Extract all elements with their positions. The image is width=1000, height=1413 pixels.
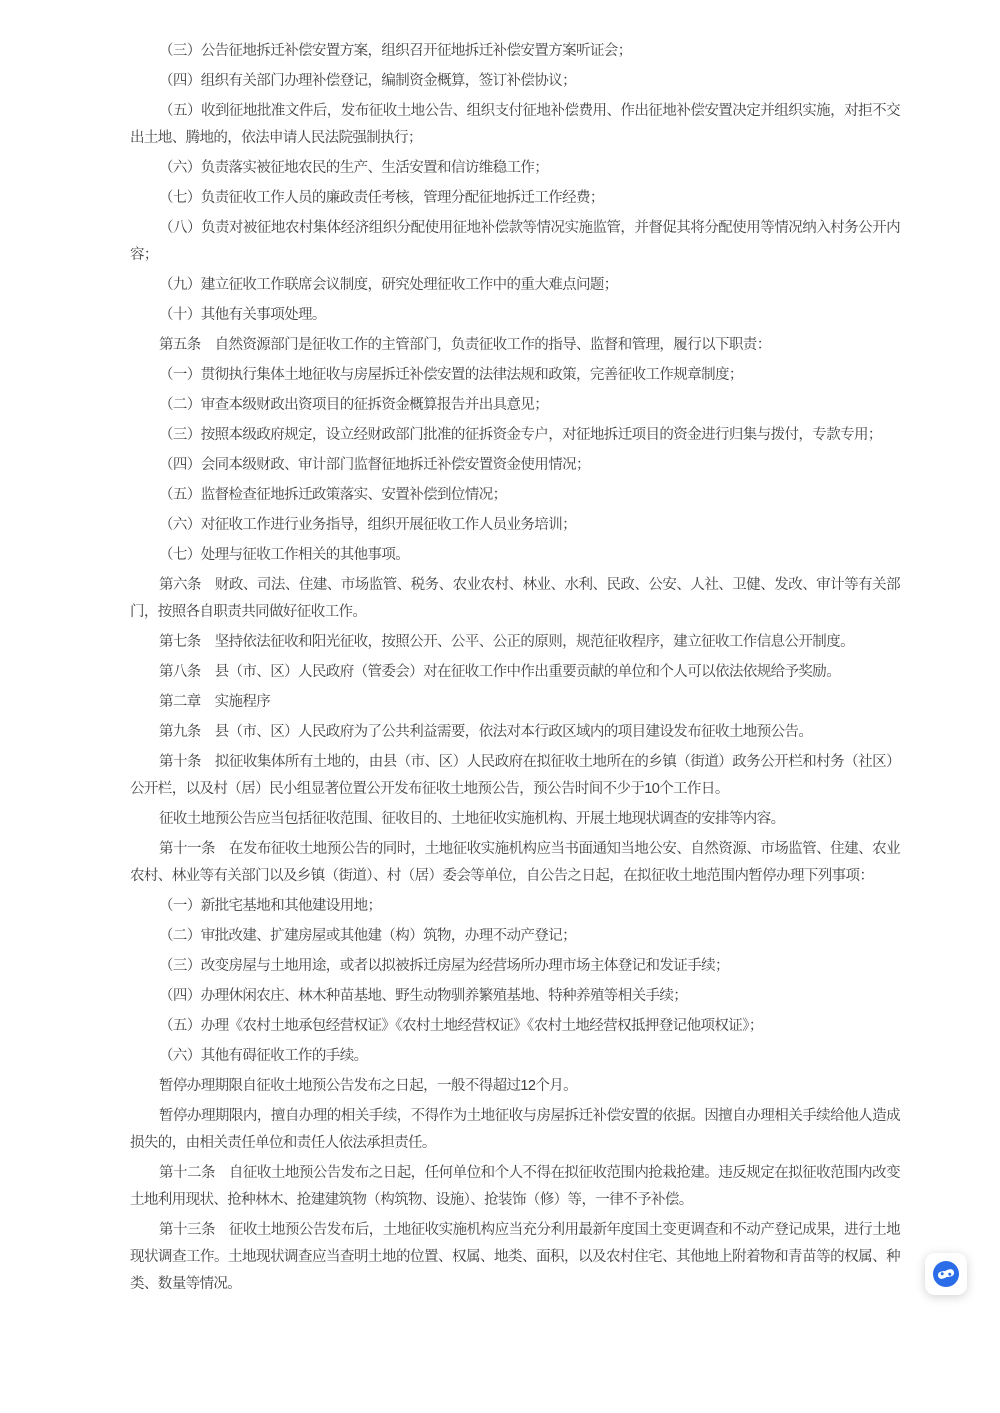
paragraph: （五）收到征地批准文件后，发布征收土地公告、组织支付征地补偿费用、作出征地补偿安置决定并组织实施，对拒不交出土地、腾地的，依法申请人民法院强制执行； [130, 103, 900, 146]
article-paragraph: 第十一条 在发布征收土地预公告的同时，土地征收实施机构应当书面通知当地公安、自然资源、市场监管、住建、农业农村、林业等有关部门以及乡镇（街道）、村（居）委会等单位，自公告之日起，在拟征收土地范围内暂停办理下列事项： [130, 841, 900, 884]
paragraph: （四）组织有关部门办理补偿登记，编制资金概算，签订补偿协议； [159, 73, 576, 89]
article-paragraph: 第十三条 征收土地预公告发布后，土地征收实施机构应当充分利用最新年度国土变更调查和不动产登记成果，进行土地现状调查工作。土地现状调查应当查明土地的位置、权属、地类、面积，以及农村住宅、其他地上附着物和青苗等的权属、种类、数量等情况。 [130, 1222, 900, 1292]
paragraph: （六）对征收工作进行业务指导，组织开展征收工作人员业务培训； [159, 517, 576, 533]
paragraph: （七）处理与征收工作相关的其他事项。 [159, 547, 410, 563]
article-paragraph: 第八条 县（市、区）人民政府（管委会）对在征收工作中作出重要贡献的单位和个人可以依法依规给予奖励。 [159, 664, 841, 680]
paragraph: （十）其他有关事项处理。 [159, 307, 326, 323]
paragraph: （七）负责征收工作人员的廉政责任考核，管理分配征地拆迁工作经费； [159, 190, 604, 206]
assistant-widget-button[interactable] [925, 1253, 967, 1295]
article-paragraph: 第十条 拟征收集体所有土地的，由县（市、区）人民政府在拟征收土地所在的乡镇（街道）政务公开栏和村务（社区）公开栏，以及村（居）民小组显著位置公开发布征收土地预公告，预公告时间不少于10个工作日。 [130, 754, 900, 797]
paragraph: （三）改变房屋与土地用途，或者以拟被拆迁房屋为经营场所办理市场主体登记和发证手续； [159, 958, 729, 974]
paragraph: （四）会同本级财政、审计部门监督征地拆迁补偿安置资金使用情况； [159, 457, 590, 473]
article-paragraph: 第九条 县（市、区）人民政府为了公共利益需要，依法对本行政区域内的项目建设发布征收土地预公告。 [159, 724, 813, 740]
chapter-heading: 第二章 实施程序 [159, 694, 271, 710]
paragraph: （五）监督检查征地拆迁政策落实、安置补偿到位情况； [159, 487, 507, 503]
paragraph: （五）办理《农村土地承包经营权证》《农村土地经营权证》《农村土地经营权抵押登记他项权证》； [159, 1018, 763, 1034]
paragraph: 暂停办理期限自征收土地预公告发布之日起，一般不得超过12个月。 [159, 1078, 578, 1094]
paragraph: （一）新批宅基地和其他建设用地； [159, 898, 382, 914]
article-paragraph: 第六条 财政、司法、住建、市场监管、税务、农业农村、林业、水利、民政、公安、人社、卫健、发改、审计等有关部门，按照各自职责共同做好征收工作。 [130, 577, 900, 620]
paragraph: （二）审查本级财政出资项目的征拆资金概算报告并出具意见； [159, 397, 549, 413]
paragraph: （四）办理休闲农庄、林木种苗基地、野生动物驯养繁殖基地、特种养殖等相关手续； [159, 988, 688, 1004]
paragraph: （六）负责落实被征地农民的生产、生活安置和信访维稳工作； [159, 160, 549, 176]
paragraph: （二）审批改建、扩建房屋或其他建（构）筑物，办理不动产登记； [159, 928, 576, 944]
paragraph: （九）建立征收工作联席会议制度，研究处理征收工作中的重大难点问题； [159, 277, 618, 293]
paragraph: （三）公告征地拆迁补偿安置方案，组织召开征地拆迁补偿安置方案听证会； [159, 43, 632, 59]
paragraph: （三）按照本级政府规定，设立经财政部门批准的征拆资金专户，对征地拆迁项目的资金进行归集与拨付，专款专用； [159, 427, 882, 443]
paragraph: （八）负责对被征地农村集体经济组织分配使用征地补偿款等情况实施监管，并督促其将分配使用等情况纳入村务公开内容； [130, 220, 900, 263]
article-paragraph: 第十二条 自征收土地预公告发布之日起，任何单位和个人不得在拟征收范围内抢栽抢建。违反规定在拟征收范围内改变土地利用现状、抢种林木、抢建建筑物（构筑物、设施）、抢装饰（修）等，一律不予补偿。 [130, 1165, 900, 1208]
handshake-icon [932, 1260, 960, 1288]
article-paragraph: 第五条 自然资源部门是征收工作的主管部门，负责征收工作的指导、监督和管理，履行以下职责： [159, 337, 771, 353]
regulation-document-body [130, 35, 900, 1301]
paragraph: （一）贯彻执行集体土地征收与房屋拆迁补偿安置的法律法规和政策，完善征收工作规章制度； [159, 367, 743, 383]
paragraph: 征收土地预公告应当包括征收范围、征收目的、土地征收实施机构、开展土地现状调查的安排等内容。 [159, 811, 785, 827]
paragraph: （六）其他有碍征收工作的手续。 [159, 1048, 368, 1064]
paragraph: 暂停办理期限内，擅自办理的相关手续，不得作为土地征收与房屋拆迁补偿安置的依据。因擅自办理相关手续给他人造成损失的，由相关责任单位和责任人依法承担责任。 [130, 1108, 900, 1151]
article-paragraph: 第七条 坚持依法征收和阳光征收，按照公开、公平、公正的原则，规范征收程序，建立征收工作信息公开制度。 [159, 634, 854, 650]
